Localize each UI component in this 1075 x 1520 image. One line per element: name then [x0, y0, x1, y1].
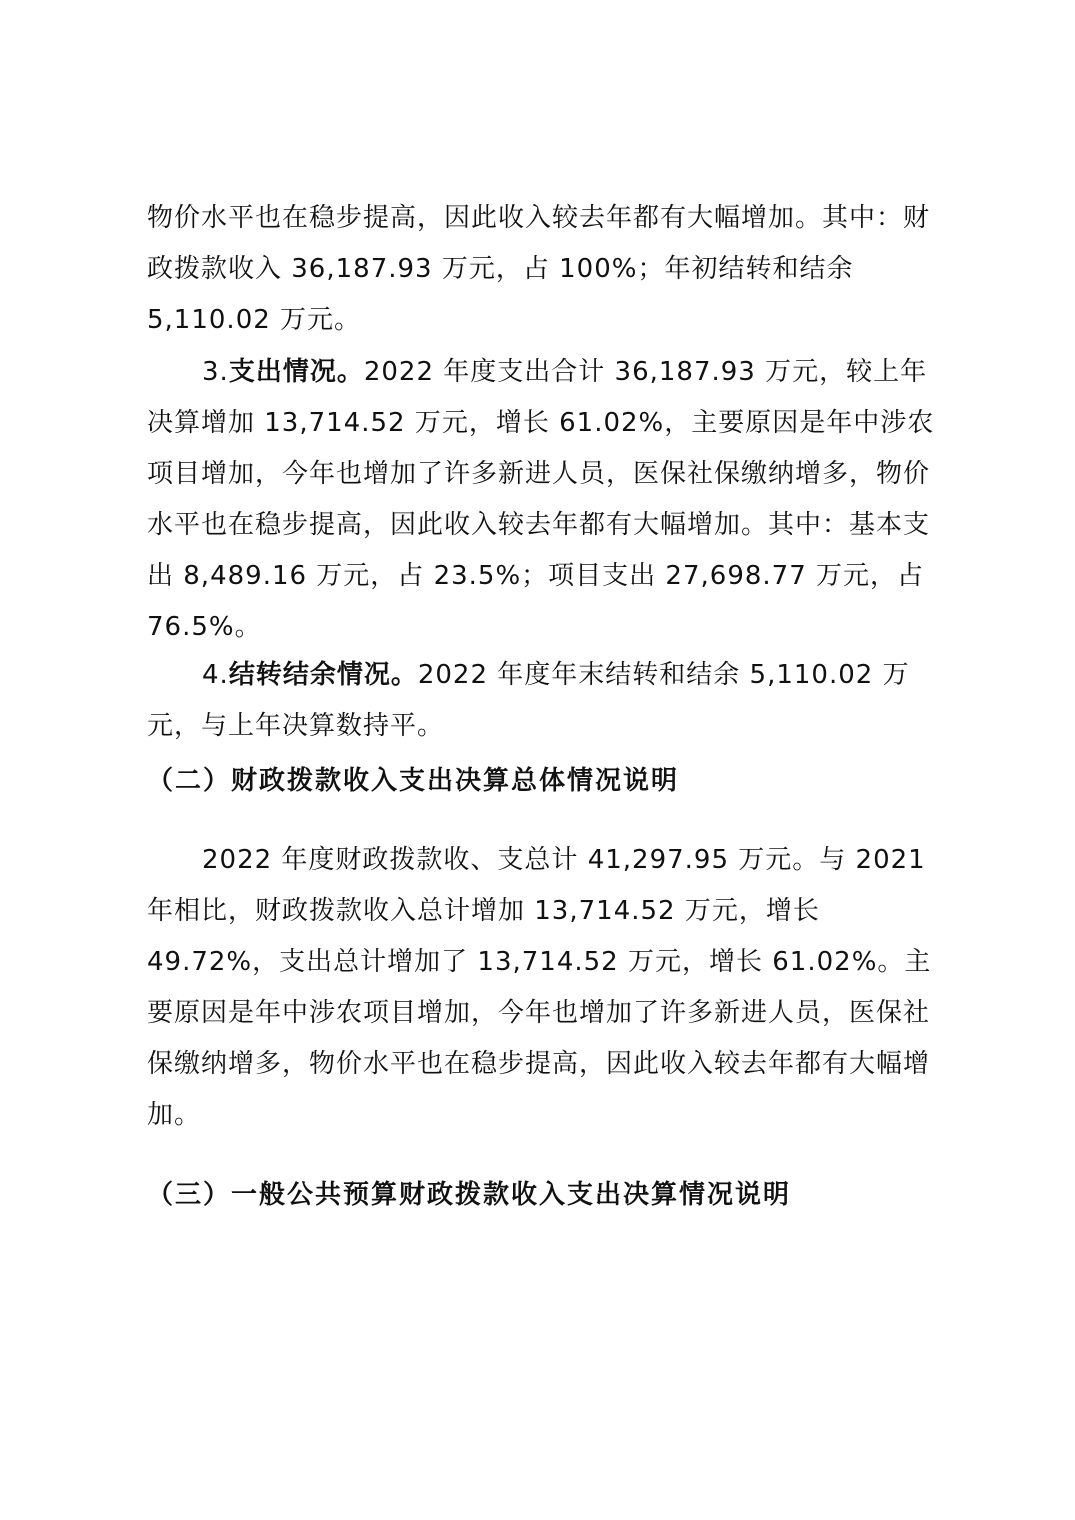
income-paragraph-text: 物价水平也在稳步提高，因此收入较去年都有大幅增加。其中：财政拨款收入 36,187.93 万元，占 100%；年初结转和结余 5,110.02 万元。	[147, 203, 931, 335]
income-paragraph-continued	[147, 193, 947, 346]
expenditure-paragraph-text: 2022 年度支出合计 36,187.93 万元，较上年决算增加 13,714.52 万元，增长 61.02%，主要原因是年中涉农项目增加，今年也增加了许多新进人员，医保社保缴纳增多，物价水平也在稳步提高，因此收入较去年都有大幅增加。其中：基本支出 8,489.16 万元，占 23.5%；项目支出 27,698.77 万元，占 76.5%。	[147, 357, 935, 642]
section-heading-general-public-budget: （三）一般公共预算财政拨款收入支出决算情况说明	[147, 1180, 792, 1210]
section-heading-fiscal-appropriation-overall: （二）财政拨款收入支出决算总体情况说明	[147, 766, 680, 796]
carryover-paragraph-number: 4.	[202, 660, 229, 690]
expenditure-paragraph-number: 3.	[202, 357, 229, 387]
expenditure-paragraph-title: 支出情况。	[228, 357, 364, 387]
carryover-paragraph-title: 结转结余情况。	[228, 660, 418, 690]
fiscal-appropriation-text: 2022 年度财政拨款收、支总计 41,297.95 万元。与 2021 年相比，财政拨款收入总计增加 13,714.52 万元，增长 49.72%，支出总计增加了 13,714.52 万元，增长 61.02%。主要原因是年中涉农项目增加，今年也增加了许多新进人员，医保社保缴纳增多，物价水平也在稳步提高，因此收入较去年都有大幅增加。	[147, 845, 932, 1130]
carryover-paragraph	[147, 650, 947, 752]
fiscal-appropriation-paragraph	[147, 835, 947, 1141]
expenditure-paragraph	[147, 347, 947, 653]
carryover-paragraph-text: 2022 年度年末结转和结余 5,110.02 万元，与上年决算数持平。	[147, 660, 910, 741]
